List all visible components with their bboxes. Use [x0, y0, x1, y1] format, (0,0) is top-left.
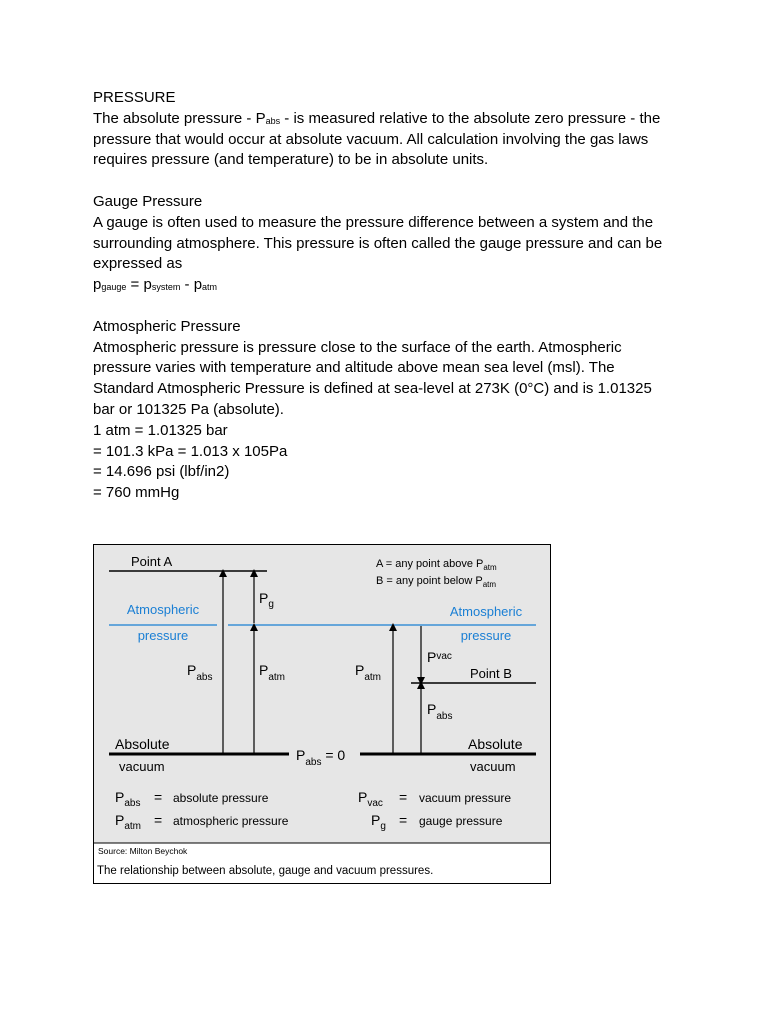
document-body [93, 88, 673, 504]
legend-b: B = any point below $P_{atm}$ [376, 575, 497, 589]
heading-gauge-pressure: Gauge Pressure [93, 192, 203, 210]
key-pvac-desc: vacuum pressure [419, 791, 512, 805]
intro-after: - is measured relative to the absolute zero pressure - the pressure that would occur at absolute vacuum. All calculation involving the gas laws requires pressure (and temperature) to be in absolute units. [93, 109, 661, 169]
gauge-formula [93, 275, 673, 296]
absolute-label-right: Absolute [468, 736, 523, 752]
heading-atmospheric-pressure: Atmospheric Pressure [93, 317, 241, 335]
key-pabs: $P_{abs}$ [115, 789, 141, 809]
pabs-zero-label: $P_{abs} = 0$ [296, 747, 346, 768]
formula-minus: - [180, 276, 194, 294]
formula-sub-atm: atm [202, 282, 218, 293]
conversion-line-2: = 101.3 kPa = 1.013 x 105Pa [93, 442, 288, 460]
key-patm-desc: atmospheric pressure [173, 814, 289, 828]
intro-sub: abs [265, 115, 281, 126]
key-pabs-desc: absolute pressure [173, 791, 269, 805]
pg-label: $P_g$ [259, 590, 274, 610]
conversion-line-3: = 14.696 psi (lbf/in2) [93, 463, 230, 481]
formula-sub-system: system [151, 282, 181, 293]
pressure-label-left: pressure [137, 628, 189, 643]
absolute-label-left: Absolute [115, 736, 170, 752]
point-a-label: Point A [131, 554, 173, 569]
intro-before: The absolute pressure - P [93, 109, 266, 127]
key-pvac: $P_{vac}$ [358, 789, 383, 809]
figure-source: Source: Milton Beychok [98, 846, 188, 856]
key-pg-desc: gauge pressure [419, 814, 503, 828]
point-b-label: Point B [470, 666, 512, 681]
pabs-label-right: $P_{abs}$ [427, 701, 453, 722]
formula-p: p [143, 276, 152, 294]
atmospheric-label-left: Atmospheric [126, 602, 200, 617]
formula-sub-gauge: gauge [101, 282, 127, 293]
figure-caption: The relationship between absolute, gauge and vacuum pressures. [97, 865, 434, 877]
formula-equals: = [126, 276, 144, 294]
key-pg: $P_g$ [371, 812, 386, 832]
intro-paragraph [93, 109, 673, 171]
atmospheric-paragraph: Atmospheric pressure is pressure close to the surface of the earth. Atmospheric pressure varies with temperature and altitude above mean sea level (msl). The Standard Atmospheric Pressure is defined at sea-level at 273K (0°C) and is 1.01325 bar or 101325 Pa (absolute). [93, 338, 652, 418]
formula-p: p [193, 276, 203, 294]
patm-label-right: $P_{atm}$ [355, 662, 382, 683]
patm-label-left: $P_{atm}$ [259, 662, 286, 683]
pabs-label-left: $P_{abs}$ [187, 662, 213, 683]
heading-pressure: PRESSURE [93, 89, 176, 106]
pressure-label-right: pressure [460, 628, 512, 643]
key-patm: $P_{atm}$ [115, 812, 142, 832]
conversion-line-1: 1 atm = 1.01325 bar [93, 421, 228, 439]
vacuum-label-right: vacuum [470, 759, 516, 774]
formula-p: p [93, 276, 102, 294]
atmospheric-label-right: Atmospheric [449, 604, 523, 619]
legend-a: A = any point above $P_{atm}$ [376, 558, 497, 572]
gauge-paragraph: A gauge is often used to measure the pressure difference between a system and the surrounding atmosphere. This pressure is often called the gauge pressure and can be expressed as [93, 213, 663, 273]
vacuum-label-left: vacuum [119, 759, 165, 774]
key-pvac-eq: = [399, 789, 408, 805]
key-pabs-eq: = [154, 789, 163, 805]
pressure-diagram-svg [93, 544, 551, 884]
key-patm-eq: = [154, 812, 163, 828]
pressure-diagram [93, 544, 551, 884]
conversion-line-4: = 760 mmHg [93, 484, 180, 502]
pvac-label: $P^{vac}$ [427, 649, 452, 665]
key-pg-eq: = [399, 812, 408, 828]
